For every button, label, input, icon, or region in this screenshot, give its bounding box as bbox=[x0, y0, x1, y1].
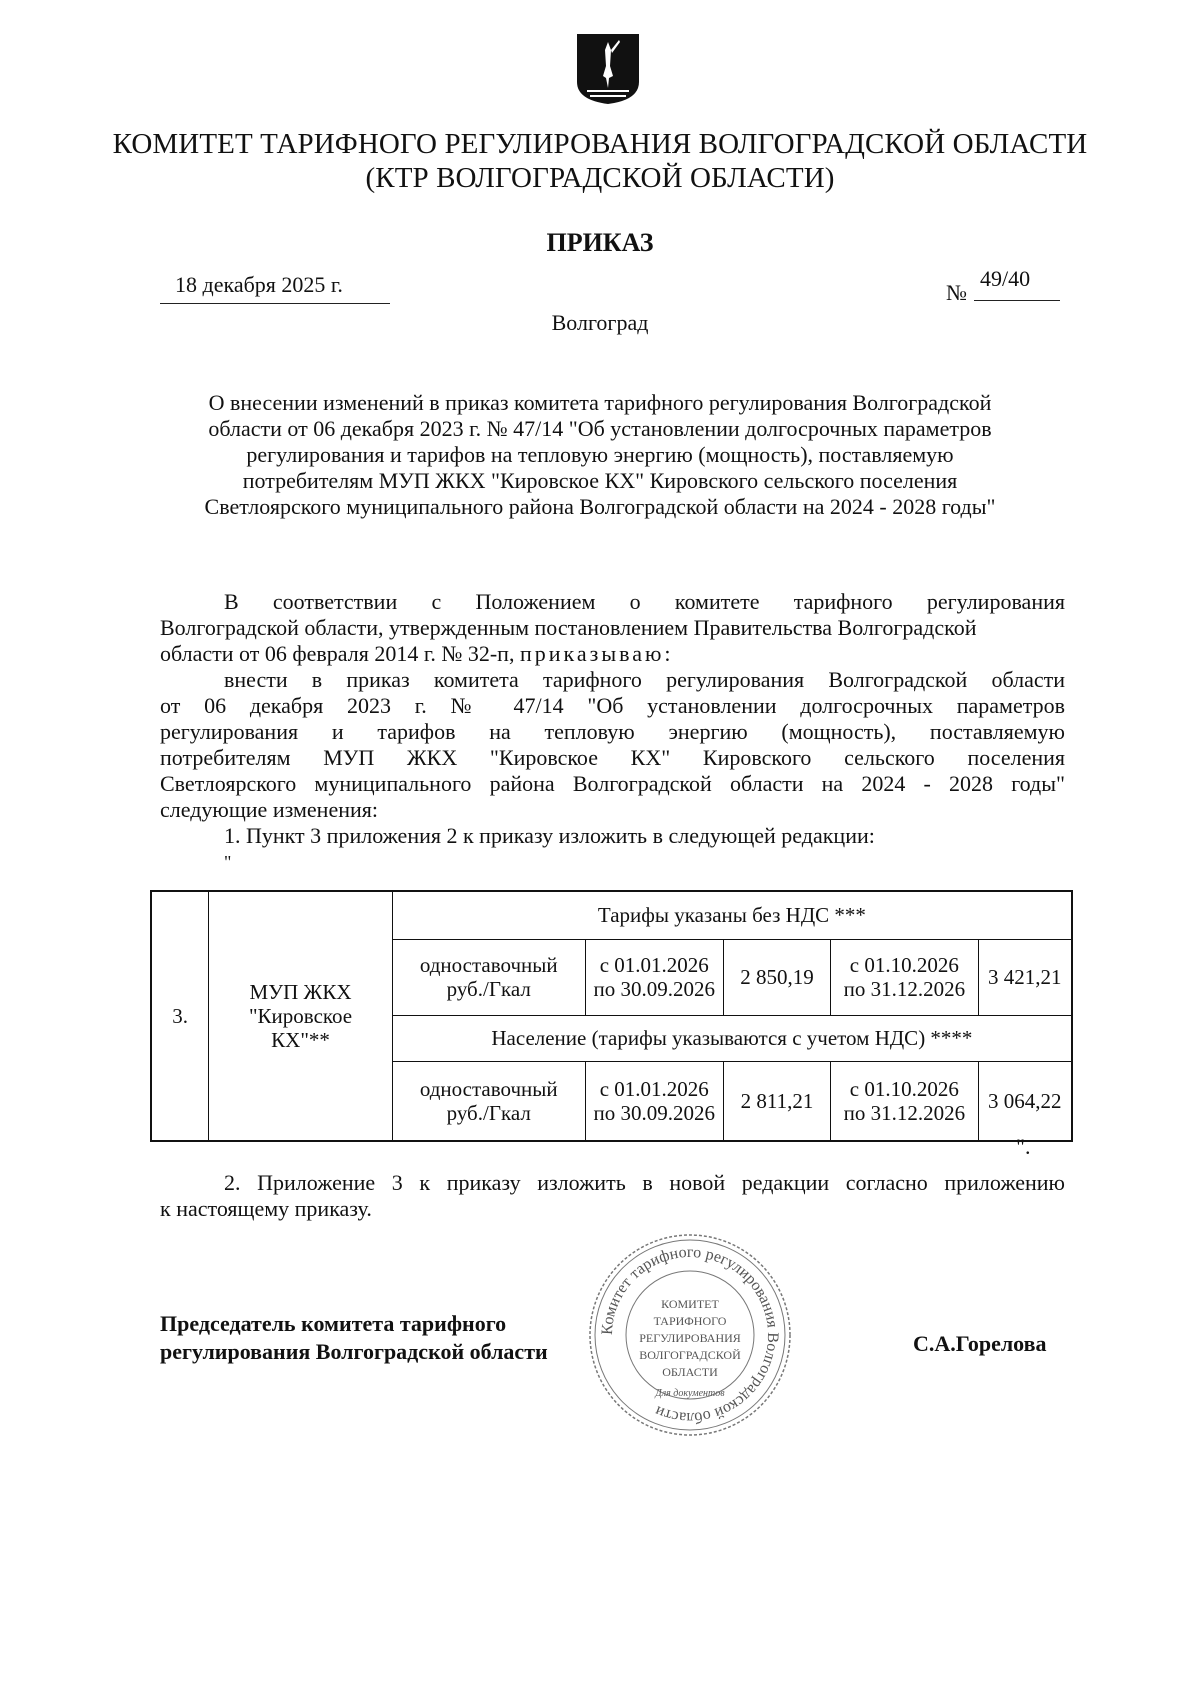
stamp-center-text: ВОЛГОГРАДСКОЙ bbox=[639, 1348, 741, 1362]
stamp-center-text: ОБЛАСТИ bbox=[662, 1365, 718, 1379]
body-line: потребителям МУП ЖКХ "Кировское КХ" Кировского сельского поселения bbox=[160, 745, 1065, 770]
body-line: регулирования и тарифов на тепловую энергию (мощность), поставляемую bbox=[160, 719, 1065, 744]
body-line: следующие изменения: bbox=[160, 797, 378, 822]
tariff-table bbox=[150, 890, 1073, 1142]
tariff-type-cell bbox=[392, 1061, 585, 1141]
tariff-unit: руб./Гкал bbox=[446, 977, 531, 1001]
committee-name: КОМИТЕТ ТАРИФНОГО РЕГУЛИРОВАНИЯ ВОЛГОГРАДСКОЙ ОБЛАСТИ bbox=[112, 128, 1088, 160]
period-start: с 01.10.2026 bbox=[849, 1076, 959, 1101]
organization-cell bbox=[209, 891, 393, 1141]
section-header: Население (тарифы указываются с учетом НДС) **** bbox=[392, 1015, 1072, 1061]
tariff-value: 2 811,21 bbox=[723, 1061, 830, 1141]
period-end: по 30.09.2026 bbox=[593, 977, 715, 1001]
body-line bbox=[160, 641, 1065, 667]
subject-line: области от 06 декабря 2023 г. № 47/14 "Об установлении долгосрочных параметров bbox=[208, 416, 992, 441]
stamp-ring-text: Комитет тарифного регулирования Волгоградской области bbox=[598, 1243, 782, 1427]
org-line: МУП ЖКХ bbox=[249, 980, 352, 1004]
volgograd-coat-of-arms-icon bbox=[575, 32, 641, 106]
signatory-name: С.А.Горелова bbox=[913, 1331, 1047, 1356]
number-sign: № bbox=[946, 280, 967, 305]
item-1: 1. Пункт 3 приложения 2 к приказу изложить в следующей редакции: bbox=[224, 823, 875, 848]
body-line: от 06 декабря 2023 г. № 47/14 "Об установлении долгосрочных параметров bbox=[160, 693, 1065, 718]
stamp-bottom-text: Для документов bbox=[655, 1388, 725, 1399]
stamp-center-text: ТАРИФНОГО bbox=[653, 1314, 727, 1328]
number-underline bbox=[974, 300, 1060, 301]
period-end: по 30.09.2026 bbox=[593, 1100, 715, 1125]
org-line: "Кировское bbox=[248, 1004, 353, 1028]
stamp-center-text: РЕГУЛИРОВАНИЯ bbox=[639, 1331, 741, 1345]
row-number: 3. bbox=[151, 891, 209, 1141]
order-number: 49/40 bbox=[980, 266, 1031, 291]
section-header: Тарифы указаны без НДС *** bbox=[392, 891, 1072, 939]
period-end: по 31.12.2026 bbox=[843, 1100, 966, 1125]
period-start: с 01.01.2026 bbox=[599, 953, 709, 977]
period-cell bbox=[831, 939, 978, 1015]
subject-line: О внесении изменений в приказ комитета тарифного регулирования Волгоградской bbox=[208, 390, 992, 415]
tariff-type-cell bbox=[392, 939, 585, 1015]
document-title: ПРИКАЗ bbox=[546, 228, 654, 257]
tariff-value: 3 064,22 bbox=[978, 1061, 1072, 1141]
date-underline bbox=[160, 303, 390, 304]
table-row bbox=[151, 891, 1072, 939]
body-line: Волгоградской области, утвержденным постановлением Правительства Волгоградской bbox=[160, 615, 977, 640]
subject-line: Светлоярского муниципального района Волгоградской области на 2024 - 2028 годы" bbox=[204, 494, 996, 519]
period-cell bbox=[585, 1061, 723, 1141]
org-line: КХ"** bbox=[271, 1028, 330, 1052]
body-line: Светлоярского муниципального района Волгоградской области на 2024 - 2028 годы" bbox=[160, 771, 1065, 796]
item-2: 2. Приложение 3 к приказу изложить в новой редакции согласно приложению bbox=[224, 1170, 1065, 1195]
body-line: внести в приказ комитета тарифного регулирования Волгоградской области bbox=[224, 667, 1065, 692]
period-start: с 01.01.2026 bbox=[599, 1076, 709, 1101]
position-line: регулирования Волгоградской области bbox=[160, 1339, 548, 1364]
tariff-type: одноставочный bbox=[419, 953, 558, 977]
body-text: области от 06 февраля 2014 г. № 32-п, bbox=[160, 641, 515, 666]
close-quote: ". bbox=[1016, 1134, 1031, 1159]
period-start: с 01.10.2026 bbox=[849, 953, 959, 977]
open-quote: " bbox=[224, 852, 232, 872]
item-2-continuation: к настоящему приказу. bbox=[160, 1196, 372, 1221]
official-stamp bbox=[585, 1230, 795, 1440]
committee-short-name: (КТР ВОЛГОГРАДСКОЙ ОБЛАСТИ) bbox=[365, 162, 835, 194]
subject-line: регулирования и тарифов на тепловую энергию (мощность), поставляемую bbox=[246, 442, 954, 467]
tariff-unit: руб./Гкал bbox=[446, 1100, 531, 1125]
position-line: Председатель комитета тарифного bbox=[160, 1311, 507, 1336]
body-line: В соответствии с Положением о комитете тарифного регулирования bbox=[224, 589, 1065, 614]
period-cell bbox=[831, 1061, 978, 1141]
tariff-value: 3 421,21 bbox=[978, 939, 1072, 1015]
signatory-position bbox=[160, 1310, 548, 1366]
tariff-type: одноставочный bbox=[419, 1076, 558, 1101]
period-cell bbox=[585, 939, 723, 1015]
order-city: Волгоград bbox=[551, 310, 649, 335]
tariff-value: 2 850,19 bbox=[723, 939, 830, 1015]
order-date: 18 декабря 2025 г. bbox=[175, 272, 343, 297]
subject-line: потребителям МУП ЖКХ "Кировское КХ" Кировского сельского поселения bbox=[242, 468, 958, 493]
order-word: приказываю: bbox=[519, 641, 674, 666]
stamp-center-text: КОМИТЕТ bbox=[661, 1297, 719, 1311]
period-end: по 31.12.2026 bbox=[843, 977, 966, 1001]
